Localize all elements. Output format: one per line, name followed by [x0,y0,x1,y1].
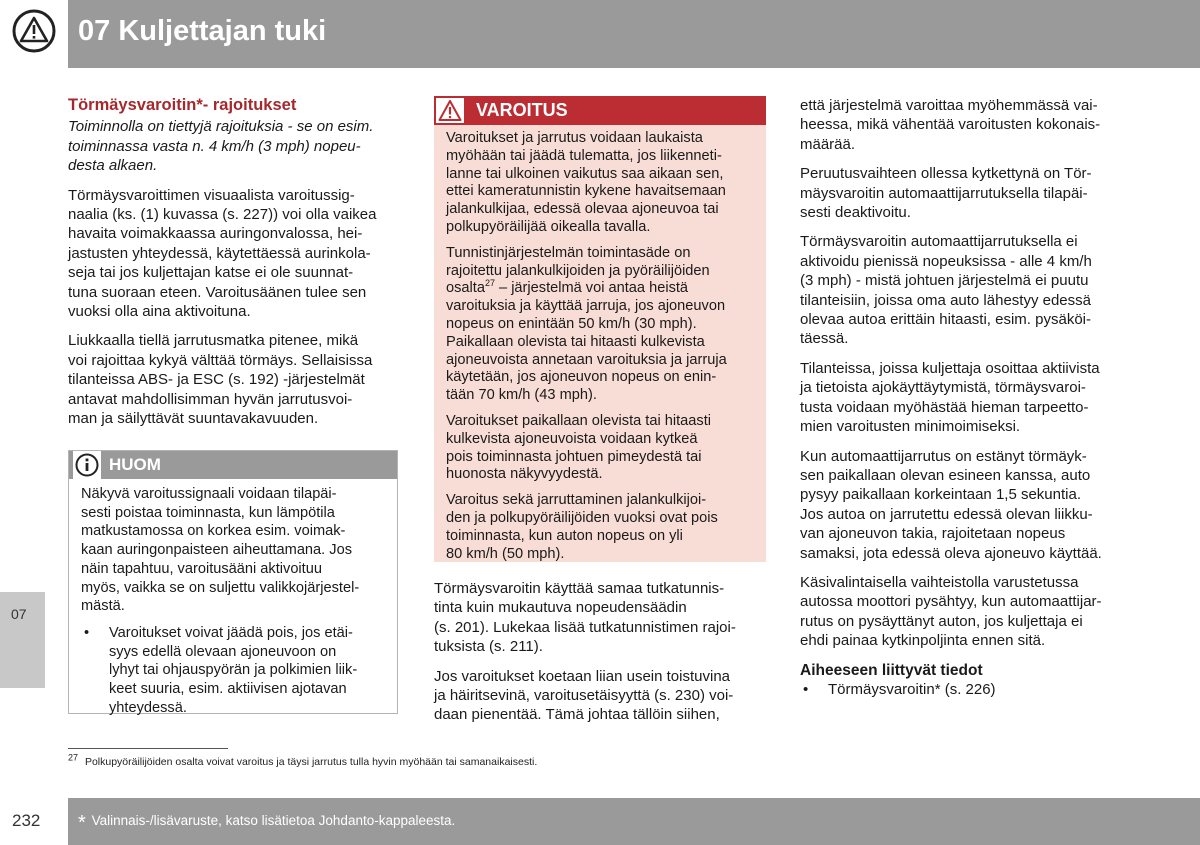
warning-paragraph: Varoitukset paikallaan olevista tai hitaasti kulkevista ajoneuvoista voidaan kytkeä pois toiminnasta johtuen pimeydestä tai huonosta näkyvyydestä. [446,412,711,483]
warning-header [434,96,766,125]
bullet-icon: • [803,680,809,698]
paragraph: Peruutusvaihteen ollessa kytkettynä on Tör- mäysvaroitin automaattijarrutuksella tilapäi- sesti deaktivoitu. [800,165,1092,222]
warning-triangle-icon [0,0,68,68]
footnote-number: 27 [68,752,79,763]
footer-note [78,812,455,835]
paragraph: Törmäysvaroitin automaattijarrutuksella ei aktivoidu pienissä nopeuksissa - alle 4 km/h (3 mph) - mistä johtuen järjestelmä ei puutu tilanteisiin, joissa oma auto lähestyy edessä olevaa autoa erittäin hitaasti, esim. pysäköi- täessä. [800,233,1092,348]
related-link-item[interactable] [800,680,1145,699]
warning-box [434,96,766,562]
bullet-icon: • [84,624,90,641]
warning-paragraph [446,245,756,405]
warning-paragraph: Varoitukset ja jarrutus voidaan laukaista myöhään tai jäädä tulematta, jos liikenneti- lanne tai ulkoinen vaikutus saa aikaan sen, ettei kameratunnistin kykene havaitsemaan jalankulkijaa, edessä olevaa ajoneuvoa tai polkupyöräilijää oikealla tavalla. [446,130,726,235]
text-lines: varoituksia ja käyttää jarruja, jos ajoneuvon nopeus on enintään 50 km/h (30 mph). Paikallaan olevista tai hitaasti kulkevista ajoneuvoista annetaan varoituksia ja jarruja käytetään, jos ajoneuvon nopeus on enin- tään 70 km/h (43 mph). [446,298,727,404]
note-text: Näkyvä varoitussignaali voidaan tilapäi- sesti poistaa toiminnasta, kun lämpötila matkustamossa on korkea esim. voimak- kaan auringonpaisteen aiheuttamana. Jos näin tapahtuu, varoitusääni aktivoituu myös, vaikka se on suljettu valikkojärjestel- mästä. [81,486,360,615]
footnote [68,752,538,768]
note-header [69,451,397,479]
list-item-text: Varoitukset voivat jäädä pois, jos etäi- syys edellä olevaan ajoneuvoon on lyhyt tai ohjauspyörän ja polkimien liik- keet suuria, esim. aktiivisen ajotavan yhteydessä. [109,624,358,716]
footer-note-text: Valinnais-/lisävaruste, katso lisätietoa Johdanto-kappaleesta. [91,813,456,828]
paragraph: että järjestelmä varoittaa myöhemmässä vai- heessa, mikä vähentää varoitusten kokonais- määrää. [800,97,1101,153]
section-heading: Törmäysvaroitin*- rajoitukset [68,96,297,114]
related-heading: Aiheeseen liittyvät tiedot [800,661,983,679]
text-line: osalta [446,280,485,297]
related-link[interactable]: Törmäysvaroitin* (s. 226) [828,680,996,698]
warning-icon [436,98,464,123]
asterisk-marker: * [78,812,86,834]
text-line: rajoitettu jalankulkijoiden ja pyöräilijöiden [446,262,710,279]
page-number: 232 [12,811,41,830]
note-label: HUOM [109,455,161,474]
paragraph: Liukkaalla tiellä jarrutusmatka pitenee, mikä voi rajoittaa kykyä välttää törmäys. Sellaisissa tilanteissa ABS- ja ESC (s. 192) -järjestelmät antavat mahdollisimman hyvän jarrutusvoi- man ja säilyttävät suuntavakavuuden. [68,332,373,428]
text-line: – järjestelmä voi antaa heistä [494,280,689,297]
warning-label: VAROITUS [476,100,568,120]
footnote-divider [68,748,228,749]
paragraph: Jos varoitukset koetaan liian usein toistuvina ja häiritsevinä, varoitusetäisyyttä (s. 230) voi- daan pienentää. Tämä johtaa tällöin siihen, [434,667,734,724]
paragraph: Törmäysvaroitin käyttää samaa tutkatunnis- tinta kuin mukautuva nopeudensäädin (s. 201). Lukekaa lisää tutkatunnistimen rajoi- tuksista (s. 211). [434,580,736,656]
column-2 [434,579,770,735]
footnote-text: Polkupyöräilijöiden osalta voivat varoitus ja täysi jarrutus tulla hyvin myöhään tai samanaikaisesti. [84,756,538,768]
info-icon [73,451,101,479]
footnote-ref: 27 [484,278,495,289]
column-3 [800,96,1145,699]
chapter-side-tab [0,592,45,688]
text-line: Tunnistinjärjestelmän toimintasäde on [446,244,691,261]
intro-paragraph: Toiminnolla on tiettyjä rajoituksia - se on esim. toiminnassa vasta n. 4 km/h (3 mph) nopeu- desta alkaen. [68,118,374,175]
paragraph: Kun automaattijarrutus on estänyt törmäyk- sen paikallaan olevan esineen kanssa, auto pysyy paikallaan korkeintaan 1,5 sekuntia. Jos autoa on jarrutettu edessä olevan liikku- van ajoneuvon takia, rajoitetaan nopeus samaksi, jota edessä oleva ajoneuvo käyttää. [800,447,1102,562]
column-1 [68,96,400,439]
paragraph: Käsivalintaisella vaihteistolla varustetussa autossa moottori pysähtyy, kun automaattijar- rutus on pysäyttänyt auton, jos kuljettaja ei ehdi painaa kytkinpoljinta ennen sitä. [800,573,1102,650]
paragraph: Törmäysvaroittimen visuaalista varoitussig- naalia (ks. (1) kuvassa (s. 227)) voi olla vaikea havaita voimakkaassa auringonvalossa, hei- jastusten yhteydessä, käytettäessä aurinkola- seja tai jos kuljettajan katse ei ole suunnat- tuna suoraan eteen. Varoitusäänen tulee sen vuoksi olla aina aktivoituna. [68,186,377,321]
chapter-title: 07 Kuljettajan tuki [78,15,327,47]
list-item [81,624,387,718]
paragraph: Tilanteissa, joissa kuljettaja osoittaa aktiivista ja tietoista ajokäyttäytymistä, törmäysvaroi- tusta voidaan myöhästää hieman tarpeetto- mien varoitusten minimoimiseksi. [800,359,1100,436]
note-box [68,450,398,714]
chapter-tab-label: 07 [11,606,27,622]
warning-paragraph: Varoitus sekä jarruttaminen jalankulkijoi- den ja polkupyöräilijöiden vuoksi ovat pois toiminnasta, kun auton nopeus on yli 80 km/h (50 mph). [446,492,718,562]
